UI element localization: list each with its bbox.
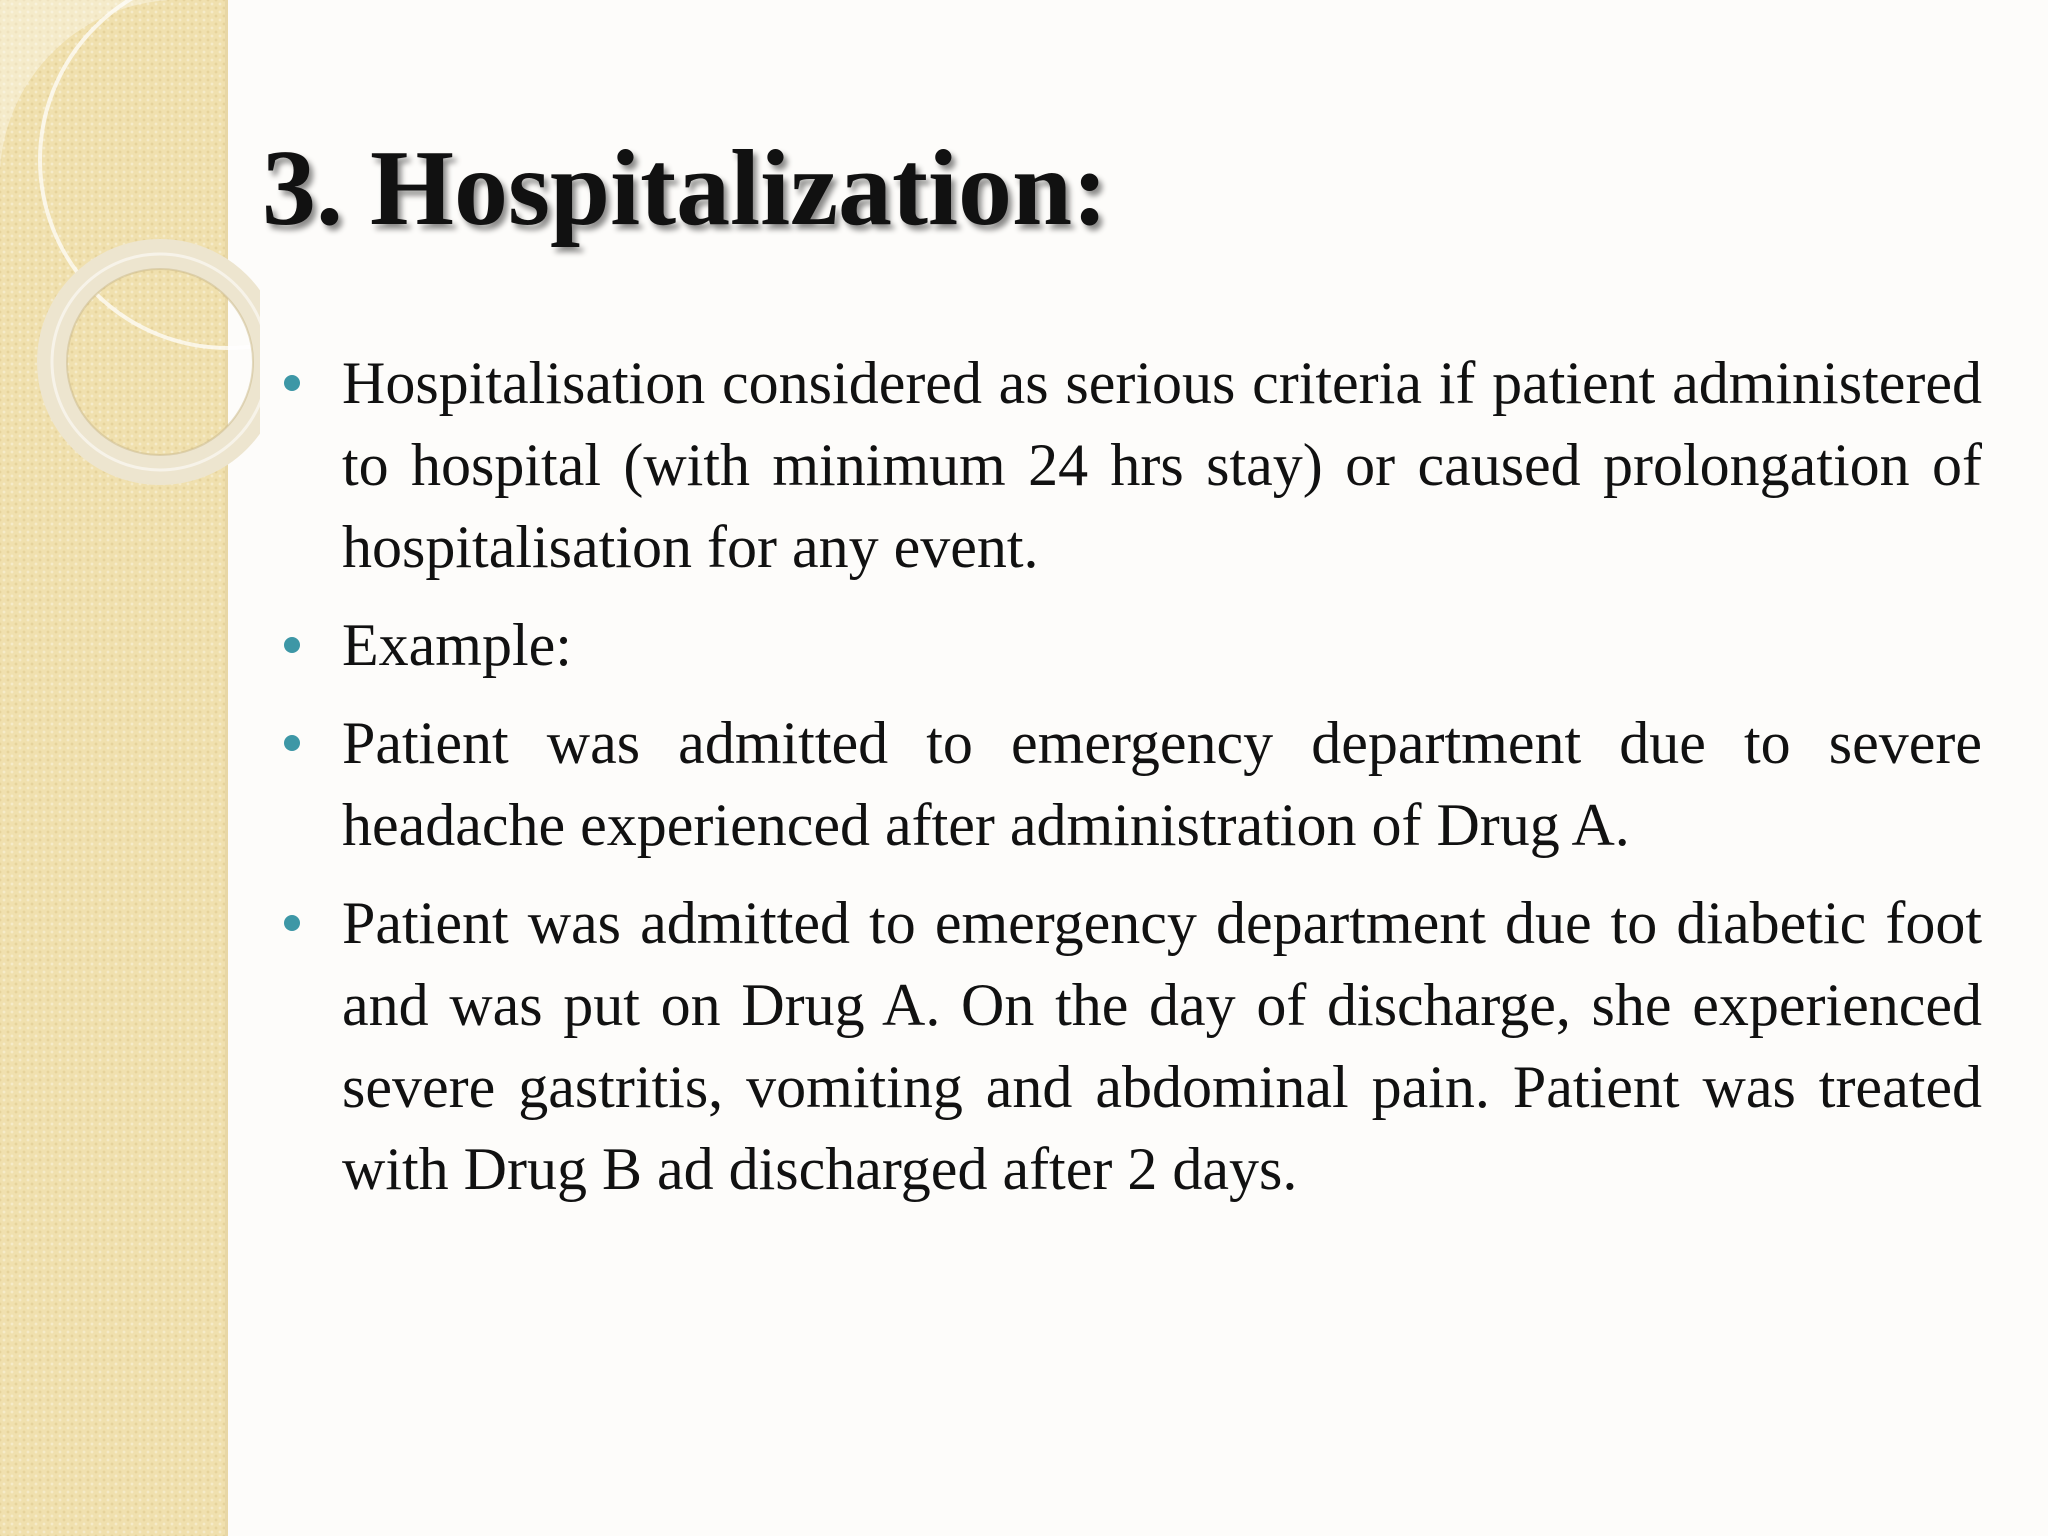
bullet-list [342,342,1982,1226]
bullet-point-icon [284,735,300,751]
bullet-text: Patient was admitted to emergency department due to diabetic foot and was put on Drug A. On the day of discharge, she experienced severe gastritis, vomiting and abdominal pain. Patient was treated with Drug B ad discharged after 2 days. [342,890,1982,1202]
bullet-item [342,882,1982,1210]
slide-title: 3. Hospitalization: [262,129,1109,248]
bullet-item [342,702,1982,866]
bullet-text: Patient was admitted to emergency department due to severe headache experienced after administration of Drug A. [342,710,1982,858]
bullet-point-icon [284,637,300,653]
bullet-text: Hospitalisation considered as serious criteria if patient administered to hospital (with minimum 24 hrs stay) or caused prolongation of hospitalisation for any event. [342,350,1982,580]
bullet-text: Example: [342,612,572,678]
decorative-rings [0,0,260,520]
bullet-item [342,342,1982,588]
bullet-point-icon [284,915,300,931]
bullet-point-icon [284,375,300,391]
bullet-item [342,604,1982,686]
